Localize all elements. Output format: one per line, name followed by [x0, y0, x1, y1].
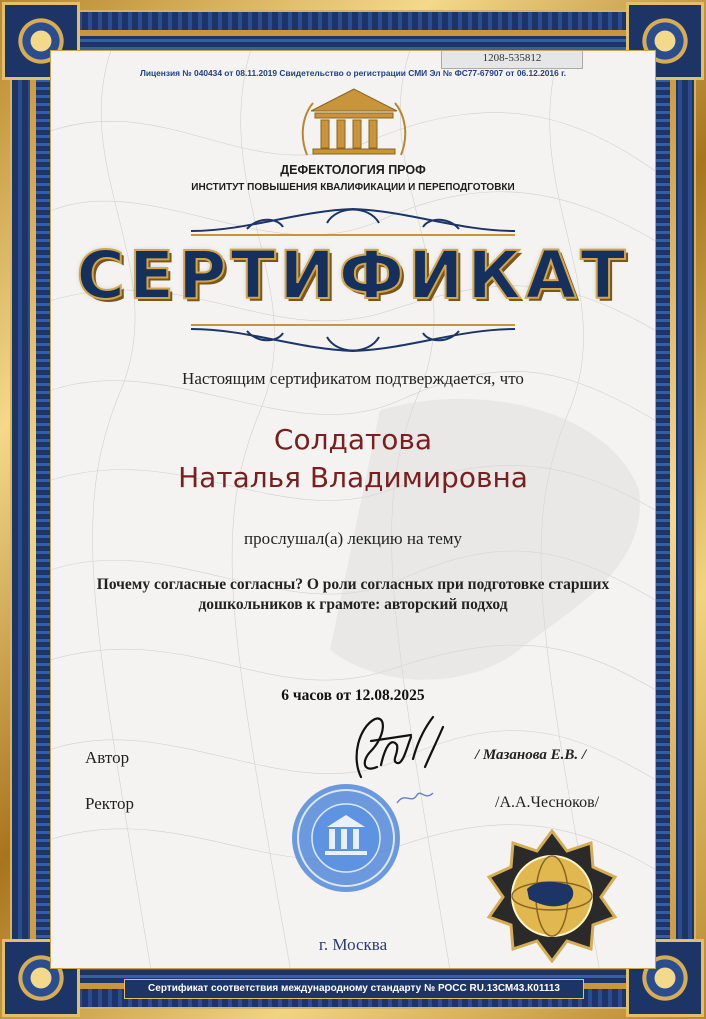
confirmation-text: Настоящим сертификатом подтверждается, что	[182, 369, 524, 388]
certificate-paper	[50, 50, 656, 969]
city-label: г. Москва	[318, 935, 388, 954]
rector-signature-icon	[395, 787, 435, 807]
round-institute-seal-icon	[289, 781, 403, 895]
footer-certification-line: Сертификат соответствия международному стандарту № РОСС RU.13СМ43.К01113	[124, 979, 584, 999]
flourish-ornament-icon	[187, 201, 519, 241]
rector-label: Ректор	[85, 794, 135, 813]
hours-and-date: 6 часов от 12.08.2025	[281, 687, 425, 704]
columns-building-with-laurel-icon	[299, 85, 409, 163]
rector-name: /А.А.Чесноков/	[495, 794, 600, 811]
author-name: / Мазанова Е.В. /	[475, 747, 586, 763]
recipient-surname: Солдатова	[273, 423, 433, 456]
flourish-ornament-icon	[187, 319, 519, 359]
author-signature-icon	[341, 707, 451, 783]
lecture-topic: Почему согласные согласны? О роли согласных при подготовке старших дошкольников к грамоте: авторский подход	[96, 576, 610, 613]
certificate-title: СЕРТИФИКАТ	[76, 237, 630, 314]
action-text: прослушал(а) лекцию на тему	[244, 529, 462, 548]
license-line: Лицензия № 040434 от 08.11.2019 Свидетельство о регистрации СМИ Эл № ФС77-67907 от 06.12.2016 г.	[139, 68, 567, 78]
organization-subtitle: ИНСТИТУТ ПОВЫШЕНИЯ КВАЛИФИКАЦИИ И ПЕРЕПОДГОТОВКИ	[191, 182, 515, 193]
recipient-given-names: Наталья Владимировна	[178, 461, 528, 494]
author-label: Автор	[85, 748, 130, 767]
serial-number: 1208-535812	[441, 50, 583, 69]
organization-name: ДЕФЕКТОЛОГИЯ ПРОФ	[280, 163, 426, 177]
